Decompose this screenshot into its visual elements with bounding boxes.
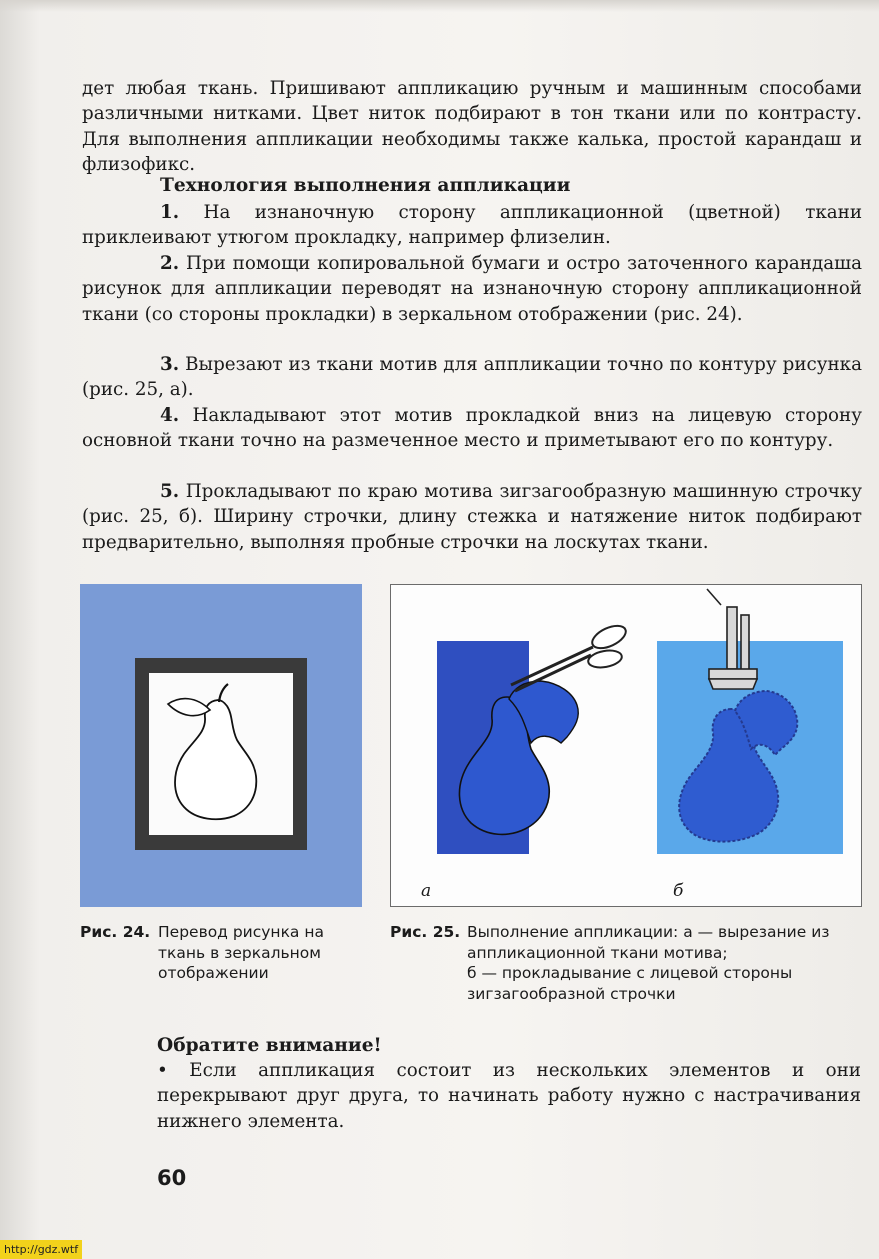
notice-body: Если аппликация состоит из нескольких элементов и они перекрывают друг друга, то начинать работу нужно с настрачивания нижнего элемента. [157,1060,861,1132]
step-4 [82,403,862,454]
step-5-number: 5. [160,481,180,502]
figure-25-caption-line2: б — прокладывание с лицевой стороны зигзагообразной строчки [467,964,793,1003]
step-4-number: 4. [160,405,180,426]
figure-25-caption-line1: Выполнение аппликации: а — вырезание из аппликационной ткани мотива; [467,923,830,962]
step-3-text: Вырезают из ткани мотив для аппликации точно по контуру рисунка (рис. 25, а). [82,354,863,401]
figure-24-label: Рис. 24. [80,923,151,941]
step-2-number: 2. [160,253,180,274]
figure-24 [80,584,362,907]
step-2 [82,251,862,327]
step-3 [82,352,862,403]
applique-steps-illustration [391,585,861,906]
figure-25 [390,584,862,907]
figure-24-caption-text: Перевод рисунка на ткань в зеркальном отображении [158,923,324,982]
page-number: 60 [157,1166,187,1190]
notice-title: Обратите внимание! [157,1035,382,1056]
sewing-machine-foot-icon [707,589,757,689]
figure-25-label: Рис. 25. [390,923,461,941]
intro-paragraph: дет любая ткань. Пришивают аппликацию ручным и машинным способами различными нитками. Цвет ниток подбирают в тон ткани или по контрасту. Для выполнения аппликации необходимы также калька, простой карандаш и флизофикс. [82,78,862,175]
watermark-link[interactable]: http://gdz.wtf [0,1240,82,1259]
label-a: а [421,881,432,901]
section-heading: Технология выполнения аппликации [160,175,571,196]
step-5 [82,479,862,555]
top-edge-shadow [0,0,879,12]
step-2-text: При помощи копировальной бумаги и остро заточенного карандаша рисунок для аппликации переводят на изнаночную сторону аппликационной ткани (со стороны прокладки) в зеркальном отображении (рис. 24). [82,253,862,325]
step-5-text: Прокладывают по краю мотива зигзагообразную машинную строчку (рис. 25, б). Ширину строчки, длину стежка и натяжение ниток подбирают предварительно, выполняя пробные строчки на лоскутах ткани. [82,481,862,553]
notice-bullet: • [157,1060,168,1081]
step-1 [82,200,862,251]
label-b: б [673,881,684,901]
step-1-number: 1. [160,202,180,223]
pear-tracing-illustration [80,584,362,907]
step-1-text: На изнаночную сторону аппликационной (цветной) ткани приклеивают утюгом прокладку, например флизелин. [82,202,863,249]
step-4-text: Накладывают этот мотив прокладкой вниз на лицевую сторону основной ткани точно на размеченное место и приметывают его по контуру. [82,405,862,452]
step-3-number: 3. [160,354,180,375]
notice-text [157,1058,861,1134]
